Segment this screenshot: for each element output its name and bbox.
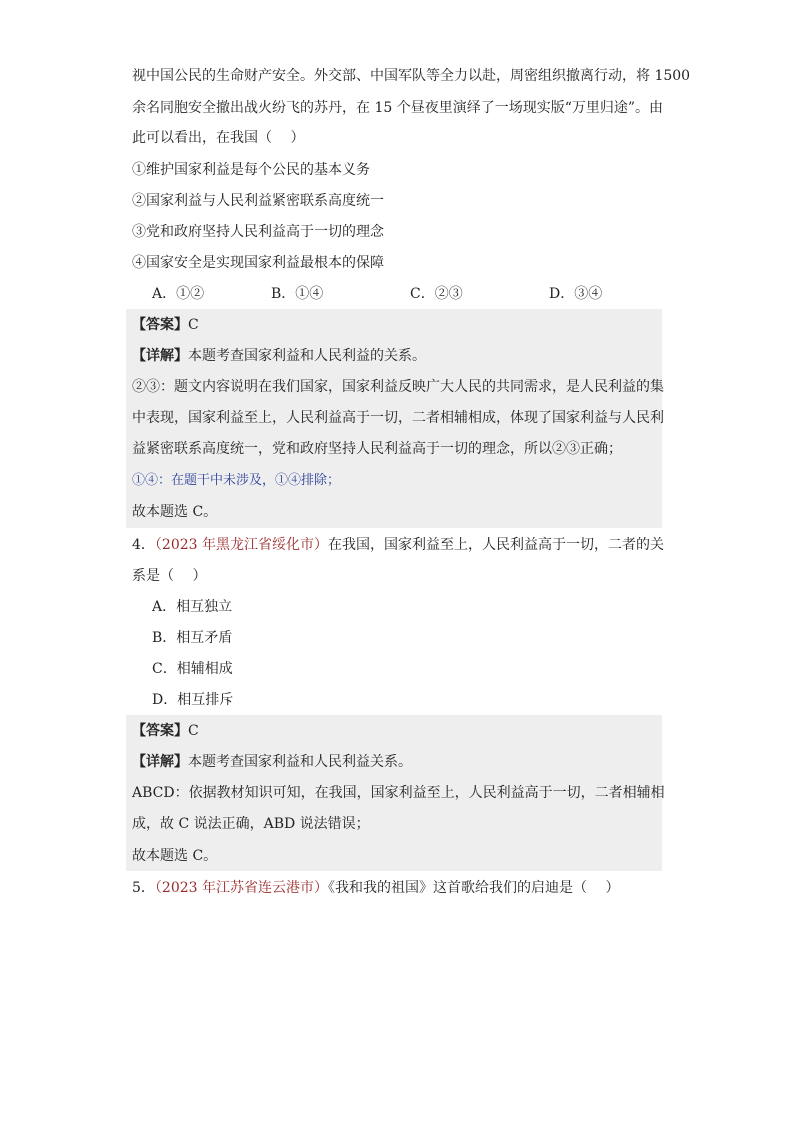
q3-exclude: ①④：在题干中未涉及，①④排除； — [132, 473, 341, 488]
q3-analysis-line-2: 中表现，国家利益至上，人民利益高于一切，二者相辅相成，体现了国家利益与人民利 — [132, 410, 664, 426]
detail-text: 本题考查国家利益和人民利益关系。 — [188, 754, 412, 770]
q3-stem-line-1: 视中国公民的生命财产安全。外交部、中国军队等全力以赴，周密组织撤离行动，将 1500 — [132, 68, 691, 84]
q4-stem-text: 在我国，国家利益至上，人民利益高于一切，二者的关 — [328, 537, 665, 553]
q4-number: 4． — [132, 537, 155, 553]
q3-conclusion: 故本题选 C。 — [132, 504, 218, 520]
q3-stem-line-3: 此可以看出，在我国（ ） — [132, 130, 305, 146]
q5-number: 5． — [132, 880, 155, 896]
q3-option-a: A．①② — [152, 286, 205, 302]
q4-source: （2023 年黑龙江省绥化市） — [154, 537, 329, 553]
q3-option-d: D．③④ — [549, 286, 603, 302]
q3-answer — [132, 315, 662, 335]
q3-analysis-line-3: 益紧密联系高度统一，党和政府坚持人民利益高于一切的理念，所以②③正确； — [132, 441, 622, 457]
detail-tag: 【详解】 — [132, 348, 188, 364]
q4-conclusion: 故本题选 C。 — [132, 848, 218, 864]
answer-value: C — [188, 317, 199, 333]
q5-stem-text: 《我和我的祖国》这首歌给我们的启迪是（ ） — [328, 880, 620, 896]
q3-stem-line-2: 余名同胞安全撤出战火纷飞的苏丹，在 15 个昼夜里演绎了一场现实版“万里归途”。由 — [132, 100, 664, 116]
q4-detail — [132, 752, 662, 772]
answer-value: C — [188, 723, 199, 739]
q3-statement-3: ③党和政府坚持人民利益高于一切的理念 — [132, 224, 384, 240]
q3-detail — [132, 346, 662, 366]
q4-option-a: A．相互独立 — [152, 599, 233, 615]
q5-source: （2023 年江苏省连云港市） — [154, 880, 329, 896]
q3-statement-1: ①维护国家利益是每个公民的基本义务 — [132, 162, 370, 178]
q3-option-b: B．①④ — [271, 286, 324, 302]
q3-statement-4: ④国家安全是实现国家利益最根本的保障 — [132, 255, 384, 271]
detail-text: 本题考查国家利益和人民利益的关系。 — [188, 348, 426, 364]
q3-analysis-line-1: ②③：题文内容说明在我们国家，国家利益反映广大人民的共同需求，是人民利益的集 — [132, 379, 664, 395]
q3-option-c: C．②③ — [410, 286, 463, 302]
detail-tag: 【详解】 — [132, 754, 188, 770]
answer-tag: 【答案】 — [132, 723, 188, 739]
answer-tag: 【答案】 — [132, 317, 188, 333]
q4-analysis-line-2: 成，故 C 说法正确，ABD 说法错误； — [132, 816, 370, 832]
q3-statement-2: ②国家利益与人民利益紧密联系高度统一 — [132, 193, 384, 209]
q4-answer — [132, 721, 662, 741]
q4-stem-line-1 — [132, 535, 665, 555]
q4-option-c: C．相辅相成 — [152, 661, 233, 677]
q4-option-b: B．相互矛盾 — [152, 630, 233, 646]
q4-option-d: D．相互排斥 — [152, 692, 234, 708]
q5-stem-line-1 — [132, 878, 662, 898]
q4-stem-line-2: 系是（ ） — [132, 568, 207, 584]
q4-analysis-line-1: ABCD：依据教材知识可知，在我国，国家利益至上，人民利益高于一切，二者相辅相 — [132, 785, 665, 801]
